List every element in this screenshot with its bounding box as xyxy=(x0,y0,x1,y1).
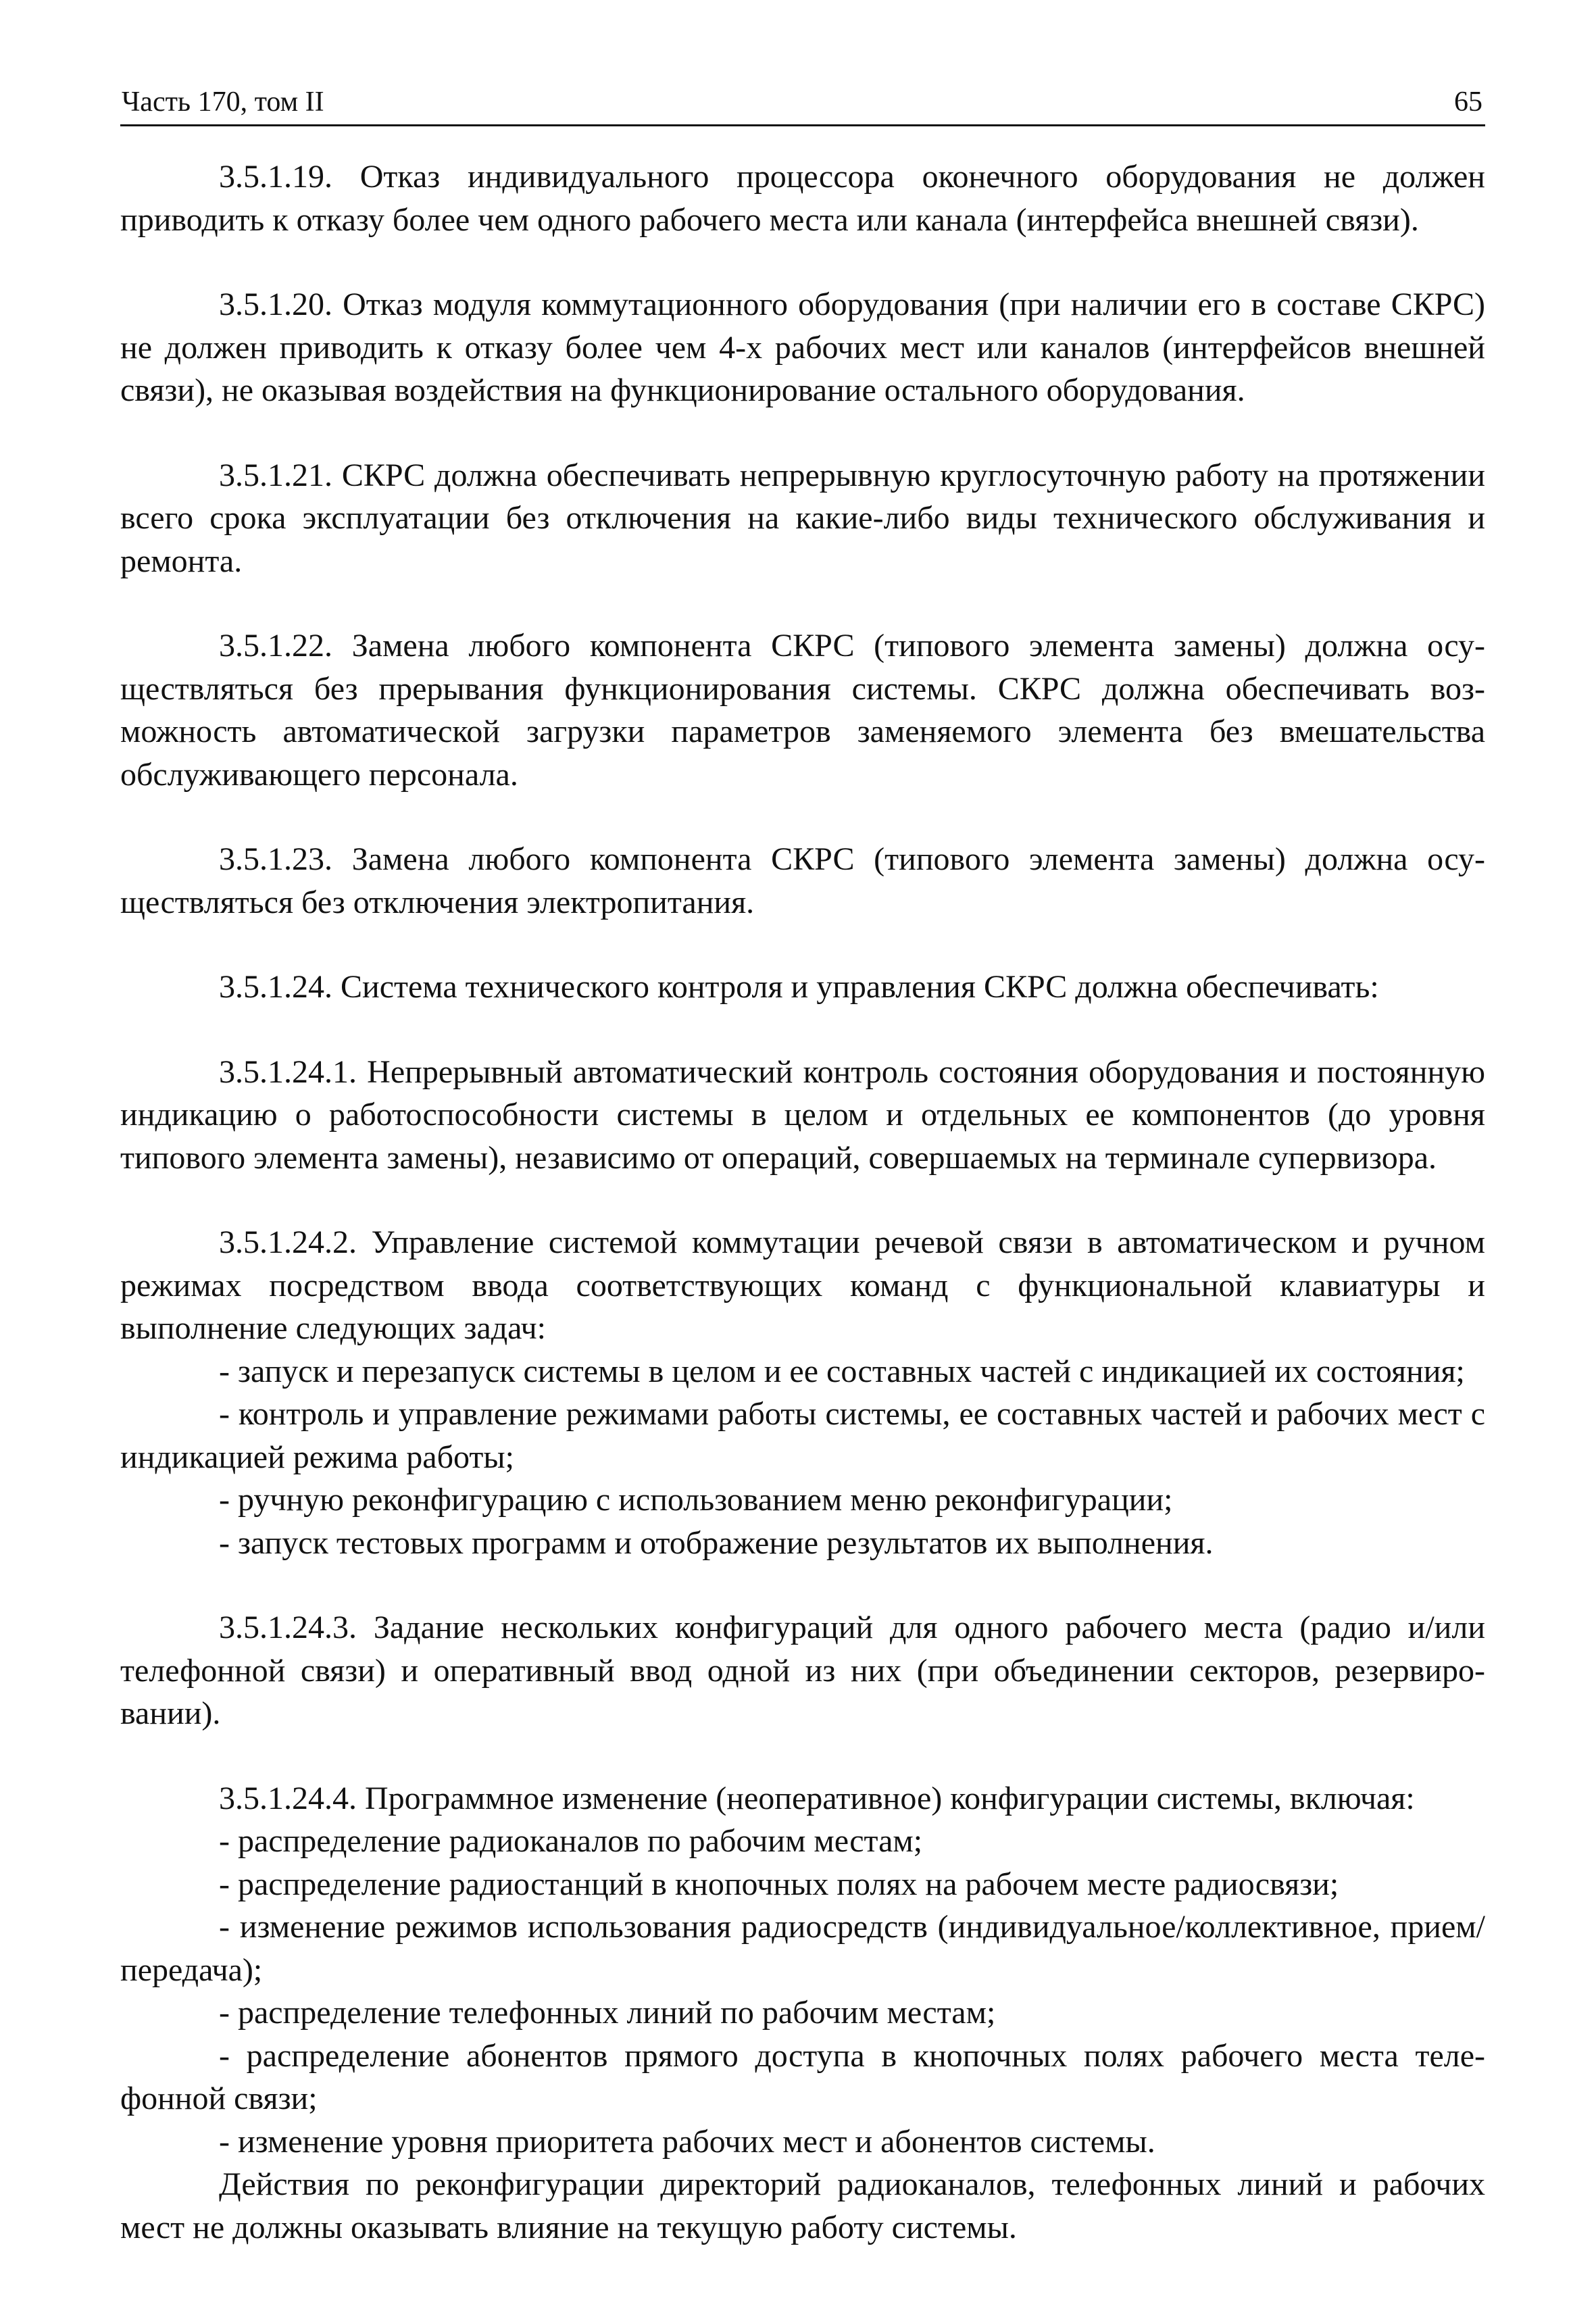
paragraph-3-5-1-24-3: 3.5.1.24.3. Задание нескольких конфигураций для одного рабочего места (радио и/или телефонной связи) и оперативный ввод одной из них (при объединении секторов, резервировании). xyxy=(120,1610,1485,1731)
list-item: - распределение абонентов прямого доступа в кнопочных полях рабочего места телефонной связи; xyxy=(120,2037,1485,2116)
paragraph-3-5-1-24-4: 3.5.1.24.4. Программное изменение (неоперативное) конфигурации системы, включая: xyxy=(219,1780,1415,1816)
paragraph-3-5-1-23: 3.5.1.23. Замена любого компонента СКРС (типового элемента замены) должна осуществляться без отключения электропитания. xyxy=(120,841,1485,920)
page-header xyxy=(120,80,1485,126)
paragraph-3-5-1-24-2: 3.5.1.24.2. Управление системой коммутации речевой связи в автоматическом и ручном режимах посредством ввода соответствующих команд с функциональной клавиатуры и выполнение следующих задач: xyxy=(120,1224,1485,1346)
paragraph-3-5-1-24-1: 3.5.1.24.1. Непрерывный автоматический контроль состояния оборудования и постоянную индикацию о работоспособности системы в целом и отдельных ее компонентов (до уровня типового элемента замены), независимо от операций, совершаемых на терминале супервизора. xyxy=(120,1053,1485,1176)
list-item: - контроль и управление режимами работы системы, ее составных частей и рабочих мест с индикацией режима работы; xyxy=(120,1396,1485,1475)
header-title: Часть 170, том II xyxy=(122,86,324,118)
list-item: - изменение режимов использования радиосредств (индивидуальное/коллективное, прием/передача); xyxy=(120,1909,1485,1988)
list-item: - запуск тестовых программ и отображение результатов их выполнения. xyxy=(219,1524,1214,1561)
paragraph-3-5-1-19: 3.5.1.19. Отказ индивидуального процессора оконечного оборудования не должен приводить к отказу более чем одного рабочего места или канала (интерфейса внешней связи). xyxy=(120,159,1485,238)
paragraph-3-5-1-22: 3.5.1.22. Замена любого компонента СКРС (типового элемента замены) должна осуществляться без прерывания функционирования системы. СКРС должна обеспечивать возможность автоматической загрузки параметров заменяемого элемента без вмешательства обслуживающего персонала. xyxy=(120,628,1485,793)
paragraph-3-5-1-21: 3.5.1.21. СКРС должна обеспечивать непрерывную круглосуточную работу на протяжении всего срока эксплуатации без отключения на какие-либо виды технического обслуживания и ремонта. xyxy=(120,457,1485,579)
list-item: - распределение телефонных линий по рабочим местам; xyxy=(219,1995,996,2031)
paragraph-3-5-1-24: 3.5.1.24. Система технического контроля и управления СКРС должна обеспечивать: xyxy=(219,969,1379,1005)
document-page xyxy=(120,0,1485,2315)
list-item: - распределение радиоканалов по рабочим местам; xyxy=(219,1823,923,1859)
list-item: - ручную реконфигурацию с использованием меню реконфигурации; xyxy=(219,1482,1173,1518)
page-number: 65 xyxy=(1454,86,1482,118)
list-item: - распределение радиостанций в кнопочных полях на рабочем месте радиосвязи; xyxy=(219,1866,1339,1902)
list-item: - запуск и перезапуск системы в целом и ее составных частей с индикацией их состояния; xyxy=(219,1353,1465,1389)
document-body xyxy=(120,155,1485,2249)
closing-paragraph: Действия по реконфигурации директорий радиоканалов, телефонных линий и рабочих мест не должны оказывать влияние на текущую работу системы. xyxy=(120,2166,1485,2245)
paragraph-3-5-1-20: 3.5.1.20. Отказ модуля коммутационного оборудования (при наличии его в составе СКРС) не должен приводить к отказу более чем 4-х рабочих мест или каналов (интерфейсов внешней связи), не оказывая воздействия на функционирование остального оборудования. xyxy=(120,287,1485,408)
list-item: - изменение уровня приоритета рабочих мест и абонентов системы. xyxy=(219,2123,1155,2160)
